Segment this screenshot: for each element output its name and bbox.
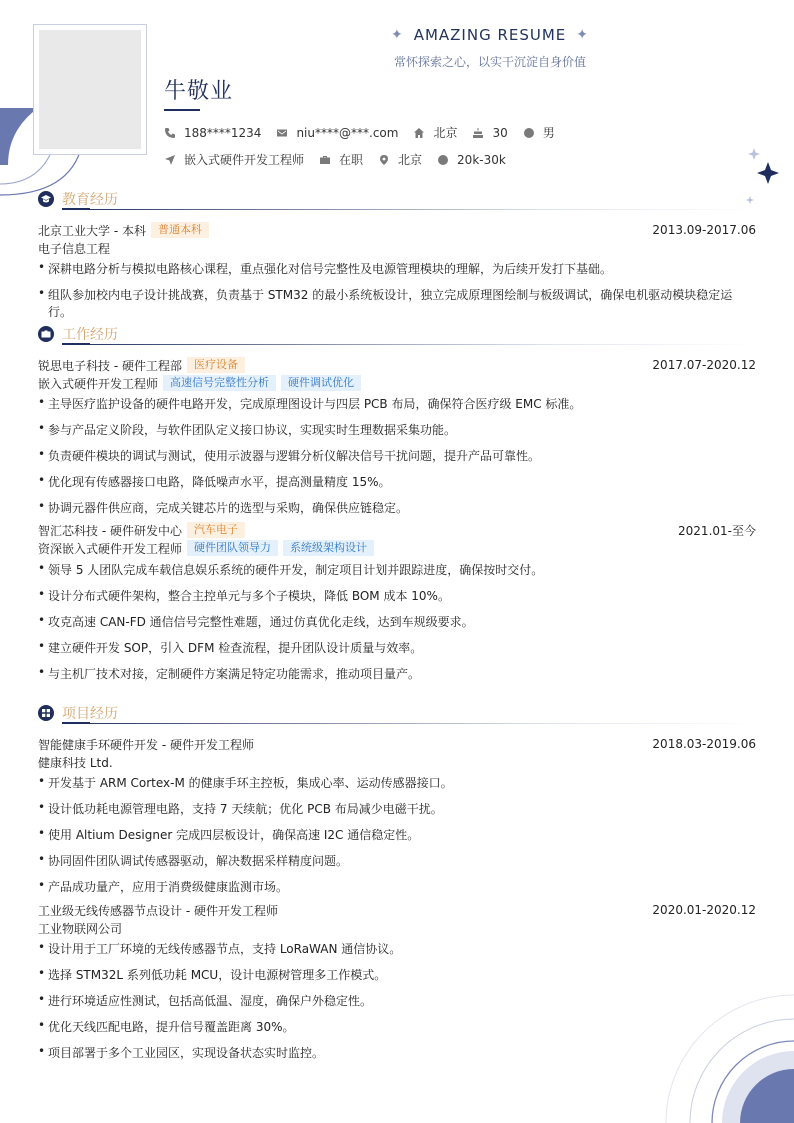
photo-placeholder [39, 30, 141, 149]
project-org-row [38, 753, 756, 771]
list-item: • 设计用于工厂环境的无线传感器节点，支持 LoRaWAN 通信协议。 [38, 940, 402, 956]
list-item: • 领导 5 人团队完成车载信息娱乐系统的硬件开发，制定项目计划并跟踪进度，确保按时交付。 [38, 561, 544, 577]
list-item: • 参与产品定义阶段，与软件团队定义接口协议，实现实时生理数据采集功能。 [38, 421, 457, 437]
list-item: • 设计分布式硬件架构，整合主控单元与多个子模块，降低 BOM 成本 10%。 [38, 587, 450, 603]
city-text: 北京 [398, 153, 423, 167]
candidate-name: 牛敬业 [164, 79, 234, 104]
status-info [319, 151, 363, 168]
skill-tag: 硬件团队领导力 [187, 540, 278, 556]
skill-tag: 高速信号完整性分析 [163, 375, 276, 391]
list-item: • 开发基于 ARM Cortex-M 的健康手环主控板，集成心率、运动传感器接口。 [38, 774, 453, 790]
list-item: • 项目部署于多个工业园区，实现设备状态实时监控。 [38, 1044, 325, 1060]
section-divider-accent [62, 208, 90, 210]
city-info [378, 151, 422, 168]
phone-info [164, 126, 261, 140]
salary-info [437, 153, 506, 167]
age-text: 30 [492, 125, 508, 140]
section-divider [62, 344, 756, 345]
work-section-header [38, 324, 756, 348]
star-icon: ✦ [390, 27, 404, 43]
projects-section-header [38, 703, 756, 727]
phone-text: 188****1234 [184, 125, 262, 140]
status-text: 在职 [339, 153, 364, 167]
education-date: 2013.09-2017.06 [652, 223, 756, 237]
project-entry [38, 901, 756, 919]
skill-tag: 系统级架构设计 [283, 540, 374, 556]
email-icon [276, 127, 288, 139]
section-divider-accent [62, 722, 90, 724]
phone-icon [164, 127, 176, 139]
graduation-cap-icon [38, 191, 54, 207]
list-item: • 产品成功量产，应用于消费级健康监测市场。 [38, 878, 289, 894]
gender-info [523, 124, 555, 141]
list-item: • 协调元器件供应商，完成关键芯片的选型与采购，确保供应链稳定。 [38, 499, 409, 515]
role-row [38, 374, 756, 392]
brand-subtitle: 常怀探索之心，以实干沉淀自身价值 [393, 55, 586, 69]
salary-text: 20k-30k [457, 152, 506, 167]
job-entry [38, 356, 756, 374]
role-name: 嵌入式硬件开发工程师 [38, 376, 159, 391]
list-item: • 攻克高速 CAN-FD 通信信号完整性难题，通过仿真优化走线，达到车规级要求。 [38, 613, 474, 629]
project-date: 2020.01-2020.12 [652, 903, 756, 917]
list-item: • 优化天线匹配电路，提升信号覆盖距离 30%。 [38, 1018, 295, 1034]
project-name: 智能健康手环硬件开发 - 硬件开发工程师 [38, 737, 254, 752]
list-item: • 负责硬件模块的调试与测试，使用示波器与逻辑分析仪解决信号干扰问题，提升产品可靠性。 [38, 447, 541, 463]
project-org-row [38, 919, 756, 937]
email-info [276, 126, 398, 140]
company-name: 智汇芯科技 - 硬件研发中心 [38, 523, 182, 538]
project-name: 工业级无线传感器节点设计 - 硬件开发工程师 [38, 903, 278, 918]
skill-tag: 硬件调试优化 [281, 375, 361, 391]
list-item: • 优化现有传感器接口电路，降低噪声水平，提高测量精度 15%。 [38, 473, 391, 489]
education-section-header [38, 189, 756, 213]
hometown-text: 北京 [433, 126, 458, 140]
degree-tag: 普通本科 [151, 222, 209, 238]
job-date: 2017.07-2020.12 [652, 358, 756, 372]
section-divider-accent [62, 343, 90, 345]
profile-photo [33, 24, 147, 155]
briefcase-icon [319, 154, 331, 166]
major-row [38, 239, 756, 257]
hometown-info [413, 124, 457, 141]
list-item: • 进行环境适应性测试，包括高低温、湿度，确保户外稳定性。 [38, 992, 373, 1008]
cake-icon [472, 127, 484, 139]
star-icon: ✦ [576, 27, 590, 43]
list-item: • 与主机厂技术对接，定制硬件方案满足特定功能需求，推动项目量产。 [38, 665, 421, 681]
email-text: niu****@***.com [296, 125, 399, 140]
list-item: • 深耕电路分析与模拟电路核心课程，重点强化对信号完整性及电源管理模块的理解，为后续开发打下基础。 [38, 260, 613, 276]
list-item: • 设计低功耗电源管理电路，支持 7 天续航；优化 PCB 布局减少电磁干扰。 [38, 800, 443, 816]
list-item: • 组队参加校内电子设计挑战赛，负责基于 STM32 的最小系统板设计，独立完成原理图绘制与板级调试，确保电机驱动模块稳定运行。 [38, 286, 733, 319]
brand-title: AMAZING RESUME [413, 26, 567, 44]
company-name: 锐思电子科技 - 硬件工程部 [38, 358, 182, 373]
face-icon [523, 127, 535, 139]
brand-block [380, 26, 600, 70]
brand-title-row [380, 26, 600, 44]
education-entry [38, 221, 756, 239]
project-org: 工业物联网公司 [38, 921, 123, 936]
school-name: 北京工业大学 - 本科 [38, 223, 146, 238]
section-divider [62, 723, 756, 724]
job-info [164, 151, 304, 168]
industry-tag: 医疗设备 [187, 357, 245, 373]
project-date: 2018.03-2019.06 [652, 737, 756, 751]
list-item: • 选择 STM32L 系列低功耗 MCU，设计电源树管理多工作模式。 [38, 966, 387, 982]
role-name: 资深嵌入式硬件开发工程师 [38, 541, 183, 556]
grid-icon [38, 705, 54, 721]
project-org: 健康科技 Ltd. [38, 755, 113, 770]
job-entry [38, 521, 756, 539]
role-row [38, 539, 756, 557]
projects-title: 项目经历 [62, 706, 118, 722]
project-entry [38, 735, 756, 753]
money-icon [437, 154, 449, 166]
industry-tag: 汽车电子 [187, 522, 245, 538]
list-item: • 主导医疗监护设备的硬件电路开发，完成原理图设计与四层 PCB 布局，确保符合医疗级 EMC 标准。 [38, 395, 582, 411]
work-title: 工作经历 [62, 327, 118, 343]
list-item: • 使用 Altium Designer 完成四层板设计，确保高速 I2C 通信稳定性。 [38, 826, 420, 842]
gender-text: 男 [542, 126, 555, 140]
suitcase-icon [38, 326, 54, 342]
home-icon [413, 127, 425, 139]
job-text: 嵌入式硬件开发工程师 [184, 153, 305, 167]
job-intent-row [164, 151, 521, 168]
contact-row [164, 124, 570, 141]
job-date: 2021.01-至今 [678, 523, 756, 538]
location-icon [378, 154, 390, 166]
age-info [472, 126, 507, 140]
name-underline [164, 109, 200, 111]
section-divider [62, 209, 756, 210]
major-name: 电子信息工程 [38, 241, 111, 256]
list-item: • 协同固件团队调试传感器驱动，解决数据采样精度问题。 [38, 852, 349, 868]
list-item: • 建立硬件开发 SOP，引入 DFM 检查流程，提升团队设计质量与效率。 [38, 639, 423, 655]
send-icon [164, 154, 176, 166]
education-title: 教育经历 [62, 192, 118, 208]
